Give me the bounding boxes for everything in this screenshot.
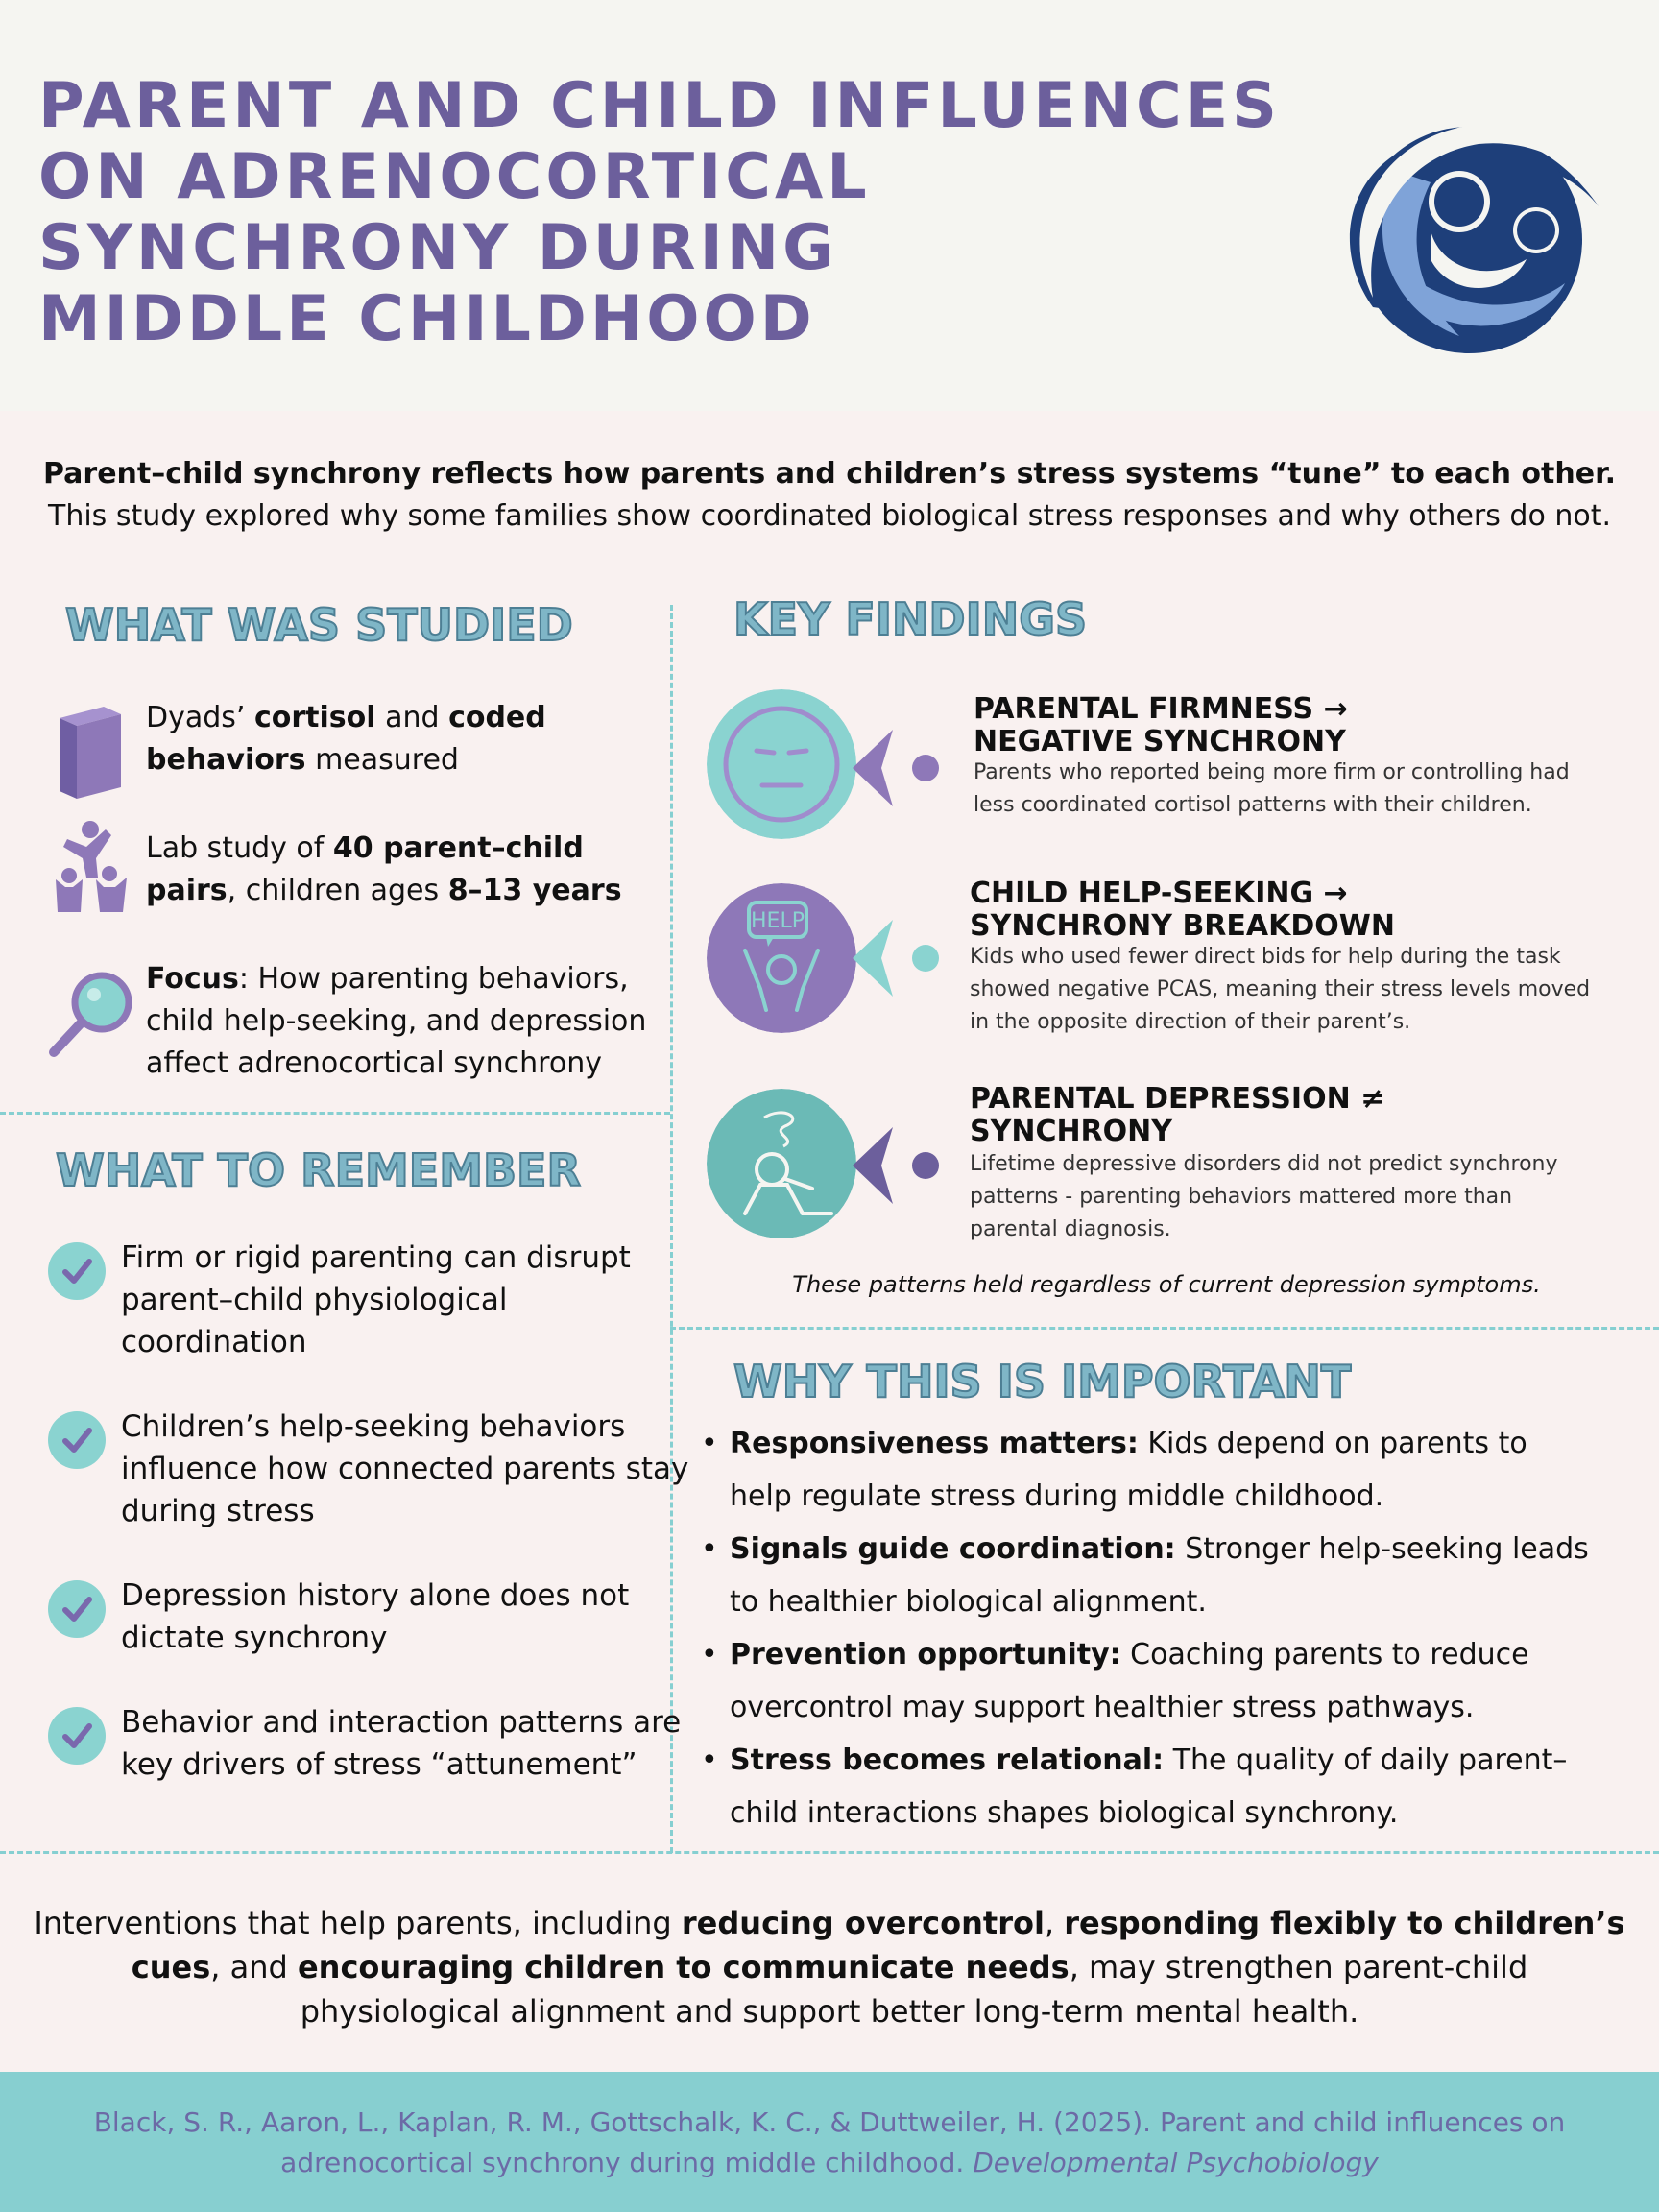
finding-heading-line: NEGATIVE SYNCHRONY	[974, 725, 1346, 758]
column-divider	[670, 605, 673, 1853]
title-line: PARENT AND CHILD INFLUENCES	[38, 70, 1281, 142]
neutral-face-icon	[707, 689, 856, 839]
studied-item	[146, 828, 664, 912]
conclusion-text-segment: responding flexibly to children’s cues	[131, 1905, 1625, 1985]
studied-text-segment: Lab study of	[146, 831, 333, 865]
check-icon	[48, 1580, 106, 1638]
citation	[38, 2103, 1621, 2183]
importance-item	[730, 1628, 1594, 1734]
importance-label: Stress becomes relational:	[730, 1743, 1165, 1777]
intro-lead: Parent–child synchrony reflects how parents and children’s stress systems “tune” to each other.	[42, 457, 1617, 491]
arrow-left-icon	[853, 920, 941, 997]
arrow-left-icon	[853, 1127, 941, 1204]
finding-heading-line: SYNCHRONY BREAKDOWN	[970, 909, 1395, 943]
conclusion-text-segment: reducing overcontrol	[681, 1905, 1045, 1941]
check-icon	[48, 1707, 106, 1765]
finding-body: Lifetime depressive disorders did not predict synchrony patterns - parenting behaviors mattered more than parental diagnosis.	[970, 1152, 1558, 1241]
importance-item	[730, 1523, 1594, 1628]
remember-text: Behavior and interaction patterns are key drivers of stress “attunement”	[121, 1705, 682, 1782]
help-sign-icon	[707, 883, 856, 1033]
title-line: SYNCHRONY DURING	[38, 212, 838, 284]
studied-text-segment: and	[375, 701, 449, 734]
finding-heading	[970, 1083, 1642, 1148]
findings-title: KEY FINDINGS	[733, 593, 1088, 645]
footer	[0, 2072, 1659, 2212]
studied-item	[146, 697, 664, 781]
intro-text: This study explored why some families show coordinated biological stress responses and why others do not.	[48, 499, 1611, 533]
header	[0, 0, 1659, 411]
title-line: MIDDLE CHILDHOOD	[38, 283, 816, 355]
intro	[38, 453, 1621, 538]
studied-text-segment: : How parenting behaviors, child help-seeking, and depression affect adrenocortical synchrony	[146, 962, 647, 1080]
finding-heading-line: SYNCHRONY	[970, 1115, 1172, 1148]
studied-text-segment: 8–13 years	[447, 874, 622, 907]
finding-heading-line: CHILD HELP-SEEKING →	[970, 877, 1348, 910]
finding-body: Kids who used fewer direct bids for help during the task showed negative PCAS, meaning their stress levels moved in the opposite direction of their parent’s.	[970, 945, 1591, 1034]
help-sign-text: HELP	[751, 909, 805, 933]
importance-item	[730, 1734, 1594, 1839]
conclusion-text-segment: , and	[210, 1949, 298, 1985]
conclusion-text-segment: encouraging children to communicate needs	[297, 1949, 1070, 1985]
studied-text-segment: Dyads’	[146, 701, 254, 734]
title-line: ON ADRENOCORTICAL	[38, 141, 871, 213]
remember-text: Firm or rigid parenting can disrupt parent–child physiological coordination	[121, 1240, 631, 1359]
bottom-divider	[0, 1851, 1659, 1854]
remember-text: Children’s help-seeking behaviors influence how connected parents stay during stress	[121, 1409, 689, 1528]
finding-body: Parents who reported being more firm or controlling had less coordinated cortisol patterns with their children.	[974, 760, 1570, 817]
importance-text: The quality of daily parent–child interactions shapes biological synchrony.	[730, 1743, 1568, 1830]
importance-label: Responsiveness matters:	[730, 1427, 1139, 1460]
studied-text-segment: 40 parent–child pairs	[146, 831, 584, 907]
importance-text: Coaching parents to reduce overcontrol may support healthier stress pathways.	[730, 1638, 1529, 1724]
conclusion-text-segment: ,	[1044, 1905, 1065, 1941]
importance-label: Prevention opportunity:	[730, 1638, 1121, 1671]
importance-text: Stronger help-seeking leads to healthier biological alignment.	[730, 1532, 1589, 1619]
check-icon	[48, 1411, 106, 1469]
parent-child-logo-icon	[1334, 115, 1613, 355]
check-icon	[48, 1242, 106, 1300]
studied-text-segment: cortisol	[253, 701, 376, 734]
citation-journal: Developmental Psychobiology	[973, 2147, 1379, 2178]
studied-title: WHAT WAS STUDIED	[65, 599, 573, 651]
importance-label: Signals guide coordination:	[730, 1532, 1176, 1566]
finding-heading	[974, 693, 1646, 758]
citation-text: Black, S. R., Aaron, L., Kaplan, R. M., Gottschalk, K. C., & Duttweiler, H. (2025). Parent and child influences on adrenocortical synchrony during middle childhood.	[93, 2106, 1566, 2178]
studied-text-segment: Focus	[146, 962, 239, 996]
conclusion-text-segment: , may strengthen parent-child physiological alignment and support better long-term mental health.	[300, 1949, 1528, 2030]
finding-heading-line: PARENTAL FIRMNESS →	[974, 692, 1348, 726]
right-divider	[670, 1327, 1659, 1330]
findings-note: These patterns held regardless of current depression symptoms.	[792, 1271, 1541, 1298]
studied-text-segment: , children ages	[227, 874, 448, 907]
finding-heading-line: PARENTAL DEPRESSION ≠	[970, 1082, 1385, 1116]
studied-text-segment: measured	[305, 743, 459, 777]
conclusion-text-segment: Interventions that help parents, including	[34, 1905, 682, 1941]
family-icon	[54, 820, 132, 912]
finding-heading	[970, 878, 1642, 943]
conclusion	[29, 1901, 1630, 2033]
book-icon	[54, 707, 127, 799]
importance-text: Kids depend on parents to help regulate stress during middle childhood.	[730, 1427, 1527, 1513]
magnifier-icon	[48, 970, 134, 1060]
page-title	[38, 71, 1325, 355]
studied-text-segment: coded behaviors	[146, 701, 546, 777]
remember-title: WHAT TO REMEMBER	[56, 1144, 581, 1196]
distressed-person-icon	[707, 1089, 856, 1238]
arrow-left-icon	[853, 730, 941, 806]
importance-item	[730, 1417, 1594, 1523]
left-divider	[0, 1112, 670, 1115]
importance-title: WHY THIS IS IMPORTANT	[733, 1356, 1352, 1407]
studied-item	[146, 958, 664, 1085]
remember-text: Depression history alone does not dictate synchrony	[121, 1578, 630, 1655]
